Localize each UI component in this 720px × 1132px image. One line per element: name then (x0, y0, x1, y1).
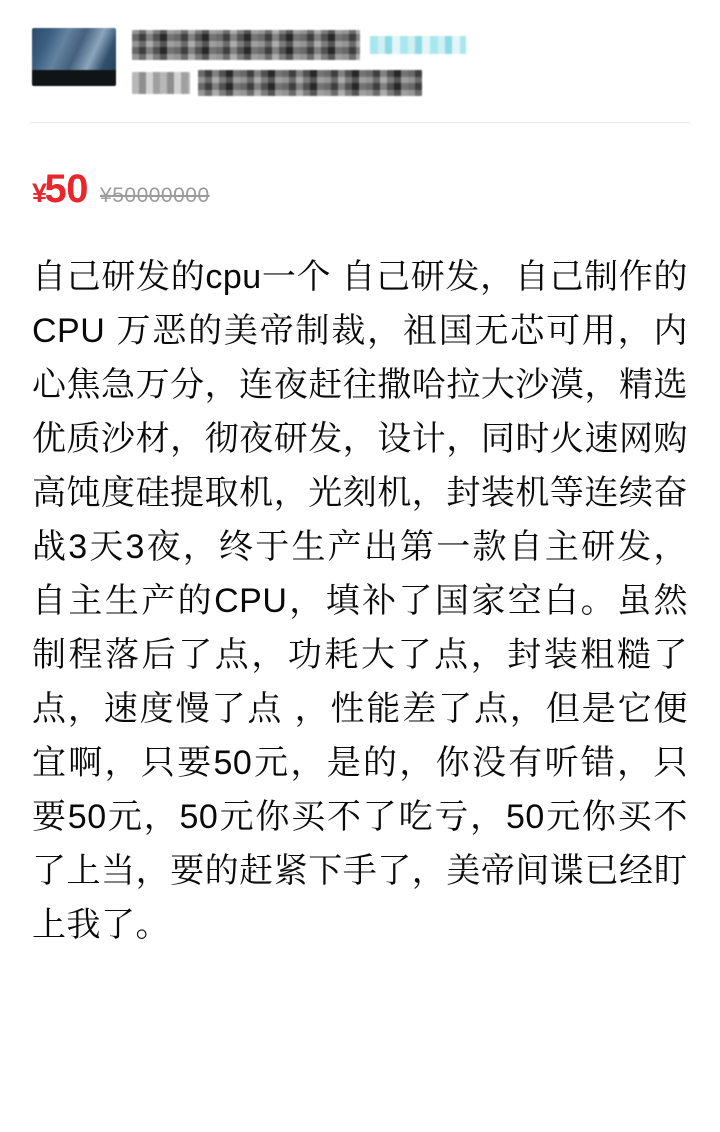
seller-avatar[interactable] (32, 28, 116, 86)
seller-header[interactable] (0, 0, 720, 100)
seller-meta-redacted (132, 72, 190, 94)
current-price (32, 167, 88, 212)
currency-symbol: ¥ (32, 178, 47, 208)
seller-badge-redacted (370, 36, 466, 54)
seller-name-row (132, 28, 688, 62)
seller-info (132, 22, 688, 98)
original-price: ¥50000000 (100, 184, 210, 207)
current-price-value: 50 (44, 167, 89, 211)
seller-name-redacted (132, 30, 360, 60)
seller-meta-row (132, 68, 688, 98)
price-block (0, 123, 720, 212)
listing-description: 自己研发的cpu一个 自己研发，自己制作的CPU 万恶的美帝制裁，祖国无芯可用，内心焦急万分，连夜赶往撒哈拉大沙漠，精选优质沙材，彻夜研发，设计，同时火速网购高饨度硅提取机，光刻机，封装机等连续奋战3天3夜，终于生产出第一款自主研发，自主生产的CPU，填补了国家空白。虽然制程落后了点，功耗大了点，封装粗糙了点，速度慢了点 ，性能差了点，但是它便宜啊，只要50元，是的，你没有听错，只要50元，50元你买不了吃亏，50元你买不了上当，要的赶紧下手了，美帝间谍已经盯上我了。 (32, 258, 688, 944)
seller-location-redacted (198, 70, 422, 96)
